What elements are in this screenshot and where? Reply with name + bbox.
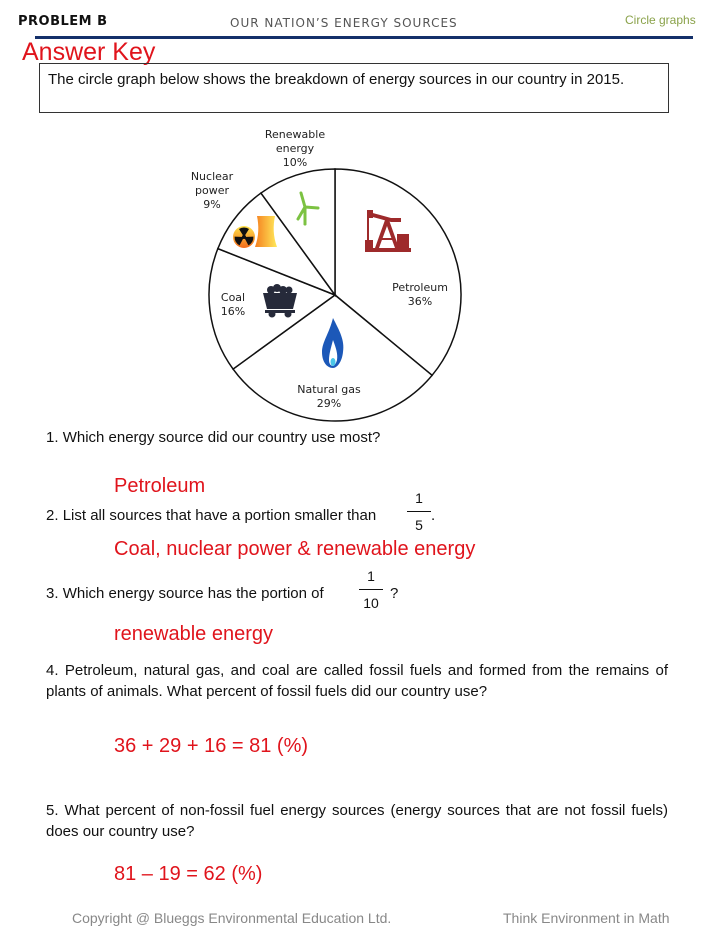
answer-2: Coal, nuclear power & renewable energy: [114, 538, 476, 560]
question-number: 2.: [46, 507, 59, 524]
fraction-bar: [407, 511, 431, 512]
worksheet-title: OUR NATION’S ENERGY SOURCES: [230, 16, 458, 30]
fraction-numerator: 1: [367, 568, 375, 584]
question-5: [46, 800, 668, 842]
question-2: [46, 505, 376, 526]
fraction-denominator: 10: [363, 595, 379, 611]
footer-tagline: Think Environment in Math: [503, 910, 670, 926]
pie-label-coal: Coal 16%: [220, 291, 246, 318]
fraction-numerator: 1: [415, 490, 423, 506]
question-4: [46, 660, 668, 702]
question-3-suffix: ?: [390, 585, 399, 602]
question-text: Which energy source did our country use most?: [62, 429, 381, 446]
coal-cart-icon: [263, 284, 297, 318]
question-text: Petroleum, natural gas, and coal are called fossil fuels and formed from the remains of plants of animals. What percent of fossil fuels did our country use?: [46, 662, 668, 700]
question-number: 3.: [46, 585, 59, 602]
pie-label-natural-gas: Natural gas 29%: [297, 383, 361, 410]
question-3: [46, 583, 324, 604]
question-text: What percent of non-fossil fuel energy sources (energy sources that are not fossil fuels) does our country use?: [46, 802, 668, 840]
question-text: Which energy source has the portion of: [62, 585, 324, 602]
answer-5: 81 – 19 = 62 (%): [114, 863, 263, 885]
footer-copyright: Copyright @ Blueggs Environmental Education Ltd.: [72, 910, 392, 926]
answer-key-label: Answer Key: [22, 38, 156, 66]
topic-label: Circle graphs: [625, 13, 696, 27]
question-text: List all sources that have a portion smaller than: [62, 507, 377, 524]
pie-label-petroleum: Petroleum 36%: [392, 281, 448, 308]
question-number: 1.: [46, 429, 59, 446]
pie-label-nuclear-power: Nuclear power 9%: [190, 170, 234, 211]
question-number: 5.: [46, 802, 59, 819]
answer-1: Petroleum: [114, 475, 206, 497]
pie-label-renewable-energy: Renewable energy 10%: [264, 128, 326, 169]
answer-3: renewable energy: [114, 623, 273, 645]
fraction-bar: [359, 589, 383, 590]
fraction-one-fifth: [407, 489, 431, 534]
fraction-denominator: 5: [415, 517, 423, 533]
question-2-suffix: .: [431, 507, 436, 524]
question-number: 4.: [46, 662, 59, 679]
problem-label: PROBLEM B: [18, 14, 108, 29]
pie-chart: [0, 0, 720, 432]
question-1: [46, 427, 380, 448]
fraction-one-tenth: [359, 567, 383, 612]
answer-4: 36 + 29 + 16 = 81 (%): [114, 735, 309, 757]
intro-text: The circle graph below shows the breakdown of energy sources in our country in 2015.: [48, 71, 625, 88]
